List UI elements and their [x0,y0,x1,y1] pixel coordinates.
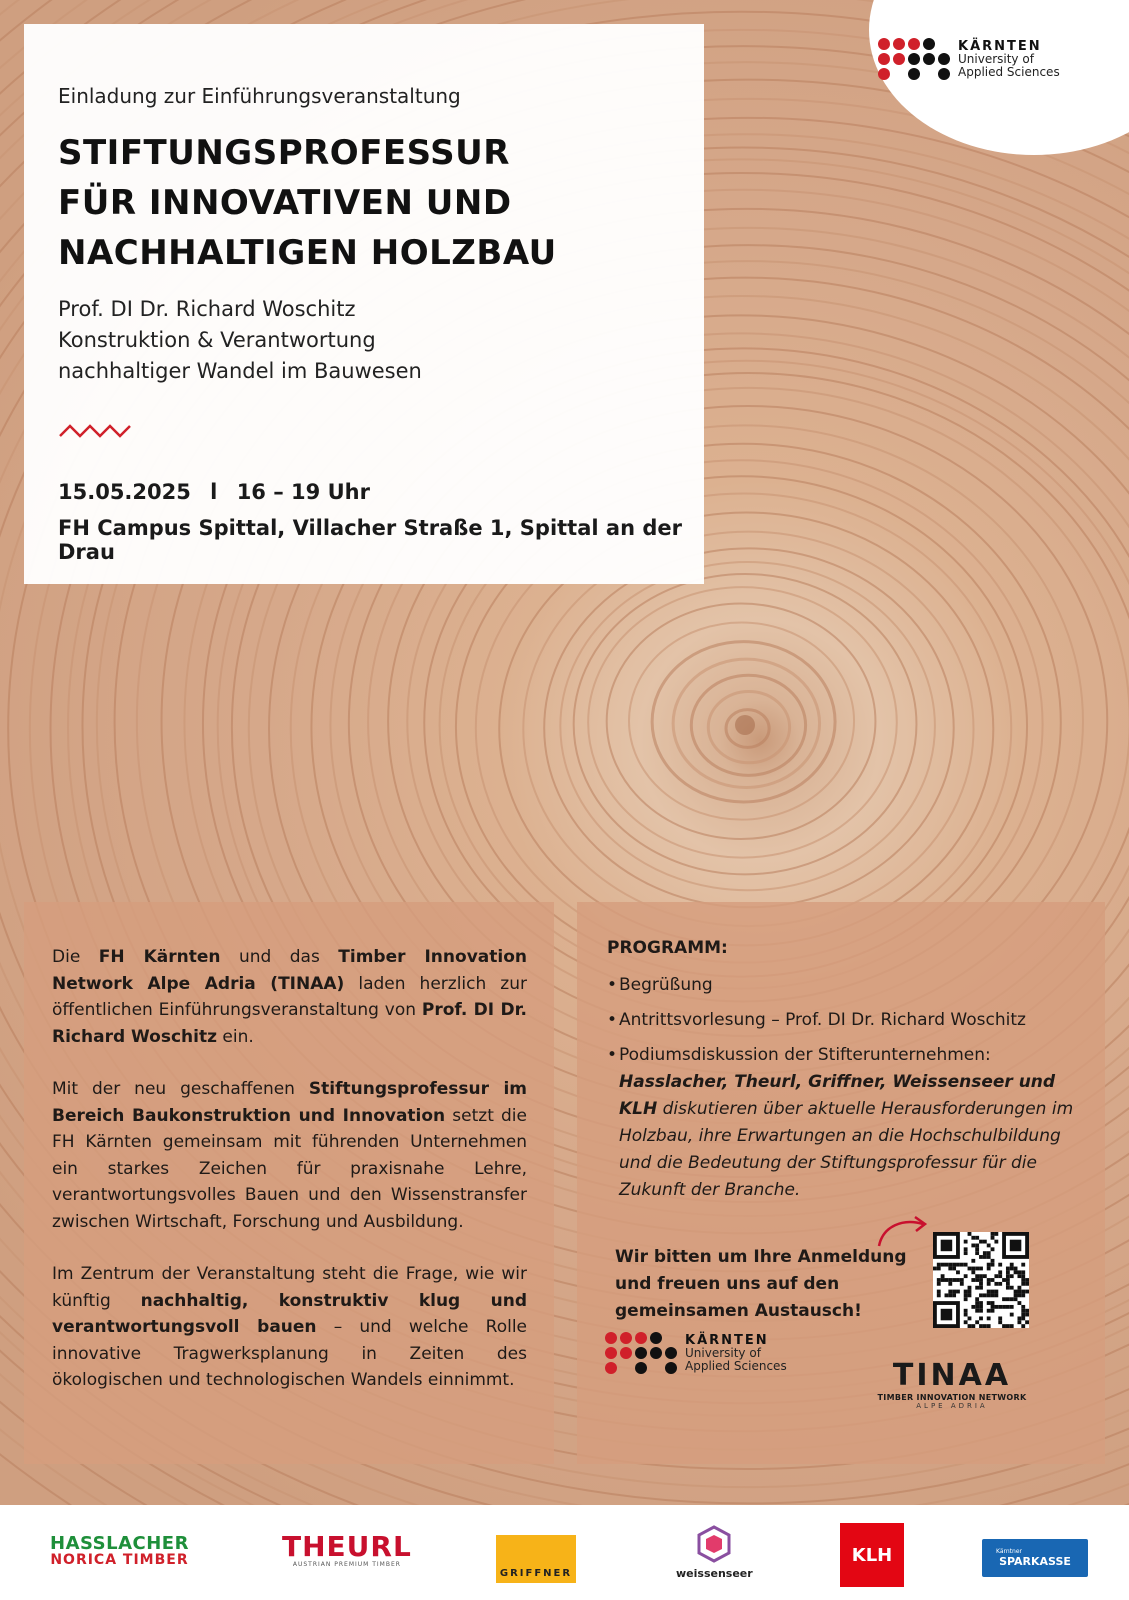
sponsor-theurl-logo [282,1530,412,1568]
speaker-block [58,294,422,387]
speaker-topic-2: nachhaltiger Wandel im Bauwesen [58,359,422,383]
theurl-sub: AUSTRIAN PREMIUM TIMBER [292,1561,401,1568]
sponsor-klh-logo [840,1523,904,1587]
program-item-panel-title: Podiumsdiskussion der Stifterunternehmen: [619,1045,991,1065]
sponsor-bar [0,1505,1129,1600]
program-item-panel [607,1042,1087,1204]
event-time: 16 – 19 Uhr [236,480,370,504]
speaker-topic-1: Konstruktion & Verantwortung [58,328,376,352]
intro-paragraph-3: Im Zentrum der Veranstaltung steht die Frage, wie wir künftig nachhaltig, konstruktiv klug und verantwortungsvoll bauen – und welche Rolle innovative Tragwerksplanung in Zeiten des ökologischen und technologischen Wandels einnimmt. [52,1264,527,1390]
sponsor-sparkasse-logo [982,1539,1088,1577]
title-line-2: FÜR INNOVATIVEN UND [58,183,512,223]
event-date-time [58,480,370,504]
program-item-panel-companies: Hasslacher, Theurl, Griffner, Weissenseer und KLH [619,1072,1056,1119]
theurl-name: THEURL [282,1530,412,1563]
registration-qr-code[interactable] [933,1232,1029,1328]
program-list [607,972,1087,1212]
fh-kaernten-logo [878,38,1060,80]
tinaa-line-2: ALPE ADRIA [916,1402,988,1410]
intro-paragraph-2: Mit der neu geschaffenen Stiftungsprofessur im Bereich Baukonstruktion und Innovation setzt die FH Kärnten gemeinsam mit führenden Unternehmen ein starkes Zeichen für praxisnahe Lehre, verantwortungsvolles Bauen und den Wissenstransfer zwischen Wirtschaft, Forschung und Ausbildung. [52,1079,527,1232]
registration-line-1: Wir bitten um Ihre Anmeldung [615,1247,907,1267]
intro-panel [24,902,554,1464]
intro-text [52,944,527,1420]
weissenseer-emblem-icon [697,1525,731,1563]
logo-line-1: KÄRNTEN [958,38,1042,54]
sparkasse-sub: Kärntner [996,1548,1022,1555]
title-line-1: STIFTUNGSPROFESSUR [58,133,510,173]
zigzag-divider-icon [58,422,138,440]
sponsor-hasslacher-logo [50,1535,189,1569]
date-separator: l [210,480,218,504]
registration-note [615,1244,907,1325]
registration-line-2: und freuen uns auf den [615,1274,840,1294]
hasslacher-name: HASSLACHER [50,1533,189,1554]
event-title [58,128,557,278]
invitation-kicker: Einladung zur Einführungsveranstaltung [58,84,461,108]
program-item-welcome: • Begrüßung [607,972,1087,999]
logo-line-3: Applied Sciences [958,64,1060,79]
sponsor-griffner-logo [496,1535,576,1583]
program-item-panel-text: diskutieren über aktuelle Herausforderungen im Holzbau, ihre Erwartungen an die Hochschulbildung und die Bedeutung der Stiftungsprofessur für die Zukunft der Branche. [619,1099,1074,1200]
title-line-3: NACHHALTIGEN HOLZBAU [58,233,557,273]
sponsor-weissenseer-logo [676,1525,753,1580]
logo-small-line-1: KÄRNTEN [685,1332,769,1348]
fh-logo-dots-icon [605,1332,677,1374]
logo-line-2: University of [958,52,1034,67]
hero-card [24,24,704,584]
logo-small-line-2: University of [685,1346,761,1361]
program-panel [577,902,1105,1464]
sparkasse-name: SPARKASSE [999,1555,1071,1568]
fh-kaernten-logo-small [605,1332,787,1374]
event-venue: FH Campus Spittal, Villacher Straße 1, Spittal an der Drau [58,516,682,564]
logo-small-line-3: Applied Sciences [685,1358,787,1373]
griffner-name: GRIFFNER [499,1568,573,1579]
tinaa-logo [877,1358,1027,1410]
program-item-lecture: • Antrittsvorlesung – Prof. DI Dr. Richard Woschitz [607,1007,1087,1034]
fh-logo-dots-icon [878,38,950,80]
program-title: PROGRAMM: [607,938,728,958]
hasslacher-sub: NORICA TIMBER [50,1552,189,1568]
event-date: 15.05.2025 [58,480,191,504]
tinaa-line-1: TIMBER INNOVATION NETWORK [877,1393,1027,1402]
weissenseer-name: weissenseer [676,1567,753,1580]
klh-name: KLH [851,1544,893,1566]
tinaa-name: TINAA [892,1358,1012,1393]
registration-line-3: gemeinsamen Austausch! [615,1301,862,1321]
intro-paragraph-1: Die FH Kärnten und das Timber Innovation Network Alpe Adria (TINAA) laden herzlich zur öffentlichen Einführungsveranstaltung von Prof. DI Dr. Richard Woschitz ein. [52,947,528,1047]
speaker-name: Prof. DI Dr. Richard Woschitz [58,297,356,321]
